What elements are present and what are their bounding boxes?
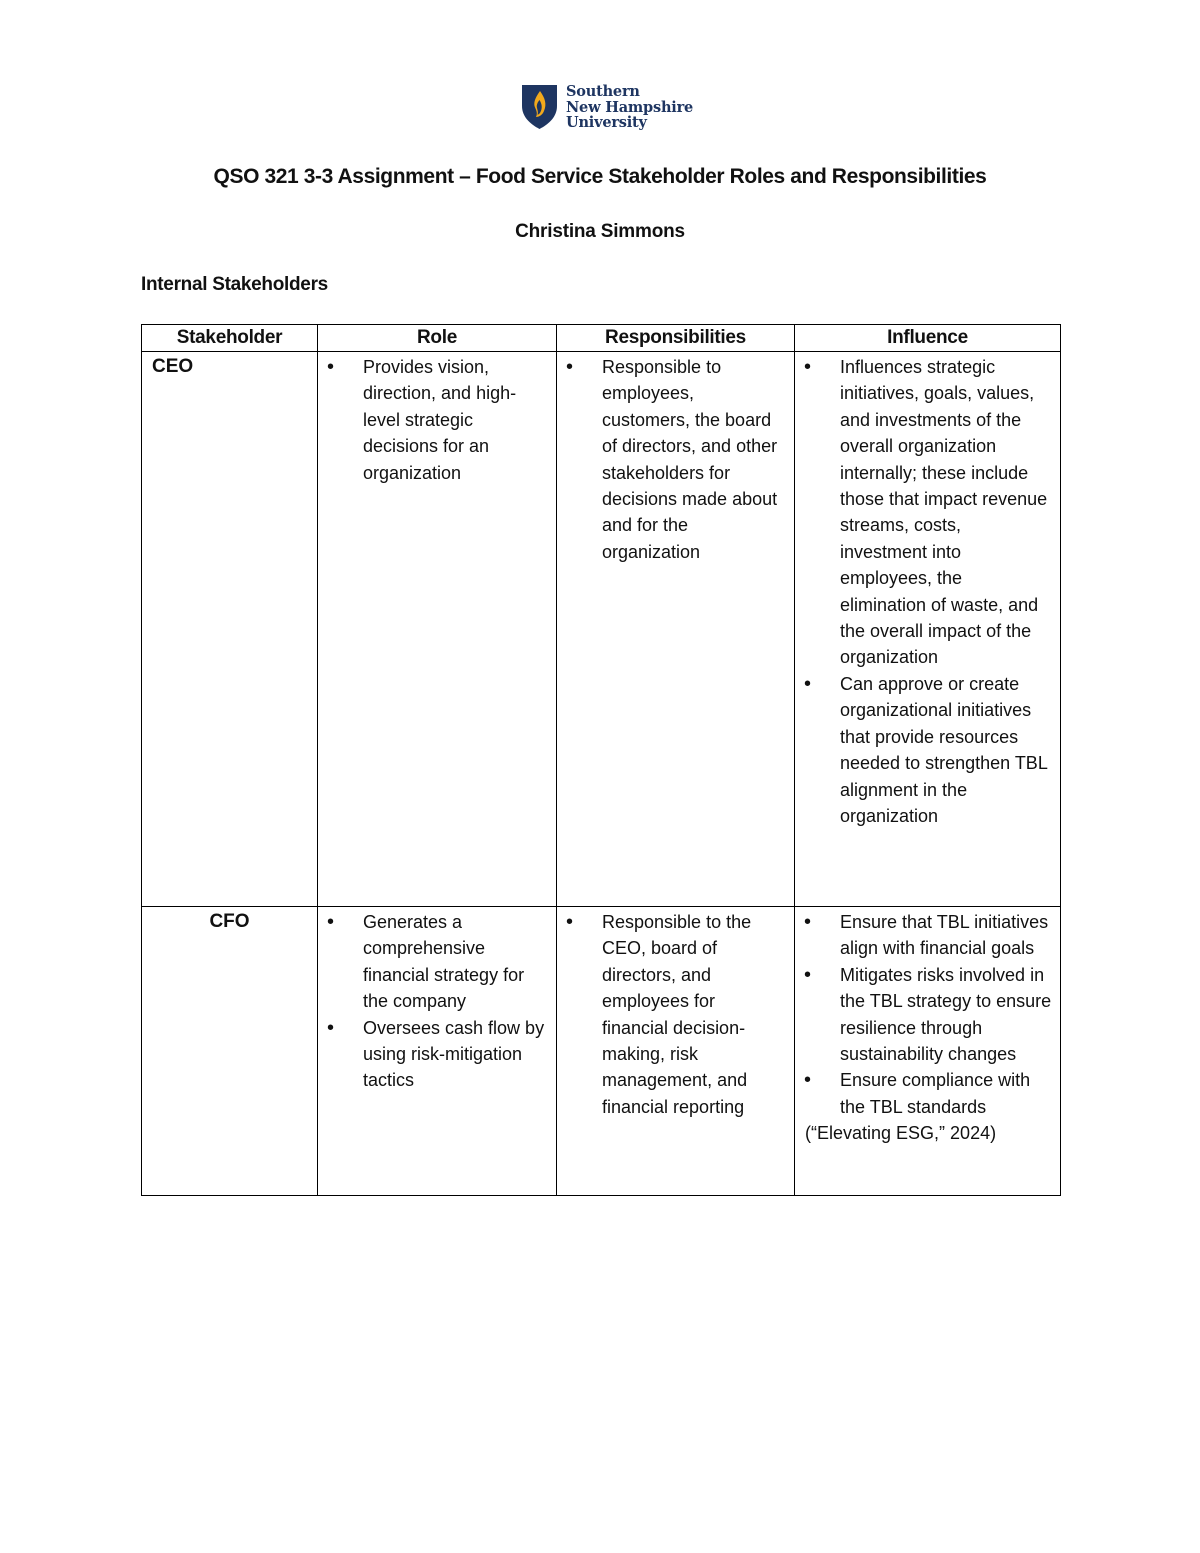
- role-cell: [318, 907, 557, 1196]
- responsibilities-cell: [557, 907, 795, 1196]
- list-item: • Can approve or create organizational initiatives that provide resources needed to strengthen TBL alignment in the organization: [795, 671, 1052, 829]
- header-responsibilities: Responsibilities: [557, 325, 795, 352]
- stakeholder-name: CFO: [142, 907, 318, 1196]
- logo-line-1: Southern: [566, 83, 640, 100]
- table-header-row: [142, 325, 1061, 352]
- influence-list: [795, 352, 1060, 829]
- list-item: • Mitigates risks involved in the TBL strategy to ensure resilience through sustainability changes: [795, 962, 1052, 1068]
- list-item: • Responsible to employees, customers, the board of directors, and other stakeholders for decisions made about and for the organization: [557, 354, 786, 565]
- logo-line-3: University: [566, 114, 647, 131]
- list-item: • Provides vision, direction, and high-level strategic decisions for an organization: [318, 354, 548, 486]
- logo-wordmark: [566, 84, 693, 131]
- influence-list: [795, 907, 1060, 1120]
- document-title: QSO 321 3-3 Assignment – Food Service Stakeholder Roles and Responsibilities: [213, 165, 987, 188]
- stakeholder-table: [141, 324, 1061, 1196]
- list-item: • Ensure that TBL initiatives align with financial goals: [795, 909, 1052, 962]
- list-item: • Influences strategic initiatives, goals, values, and investments of the overall organization internally; these include those that impact revenue streams, costs, investment into employees, the elimination of waste, and the overall impact of the organization: [795, 354, 1052, 671]
- responsibilities-list: [557, 907, 794, 1120]
- stakeholder-name: CEO: [142, 352, 318, 907]
- list-item: • Ensure compliance with the TBL standards: [795, 1067, 1052, 1120]
- table-row: [142, 907, 1061, 1196]
- section-heading: Internal Stakeholders: [141, 274, 328, 295]
- author-name: Christina Simmons: [515, 221, 685, 242]
- responsibilities-cell: [557, 352, 795, 907]
- influence-cell: [795, 352, 1061, 907]
- influence-cell: [795, 907, 1061, 1196]
- role-cell: [318, 352, 557, 907]
- list-item: • Oversees cash flow by using risk-mitigation tactics: [318, 1015, 548, 1094]
- responsibilities-list: [557, 352, 794, 565]
- list-item: • Responsible to the CEO, board of directors, and employees for financial decision-making, risk management, and financial reporting: [557, 909, 786, 1120]
- shield-flame-icon: [521, 84, 558, 130]
- role-list: [318, 352, 556, 486]
- citation-note: (“Elevating ESG,” 2024): [805, 1123, 997, 1144]
- table-row: [142, 352, 1061, 907]
- header-role: Role: [318, 325, 557, 352]
- logo-line-2: New Hampshire: [566, 98, 694, 116]
- list-item: • Generates a comprehensive financial strategy for the company: [318, 909, 548, 1015]
- university-logo: [521, 83, 694, 132]
- header-influence: Influence: [795, 325, 1061, 352]
- role-list: [318, 907, 556, 1094]
- header-stakeholder: Stakeholder: [142, 325, 318, 352]
